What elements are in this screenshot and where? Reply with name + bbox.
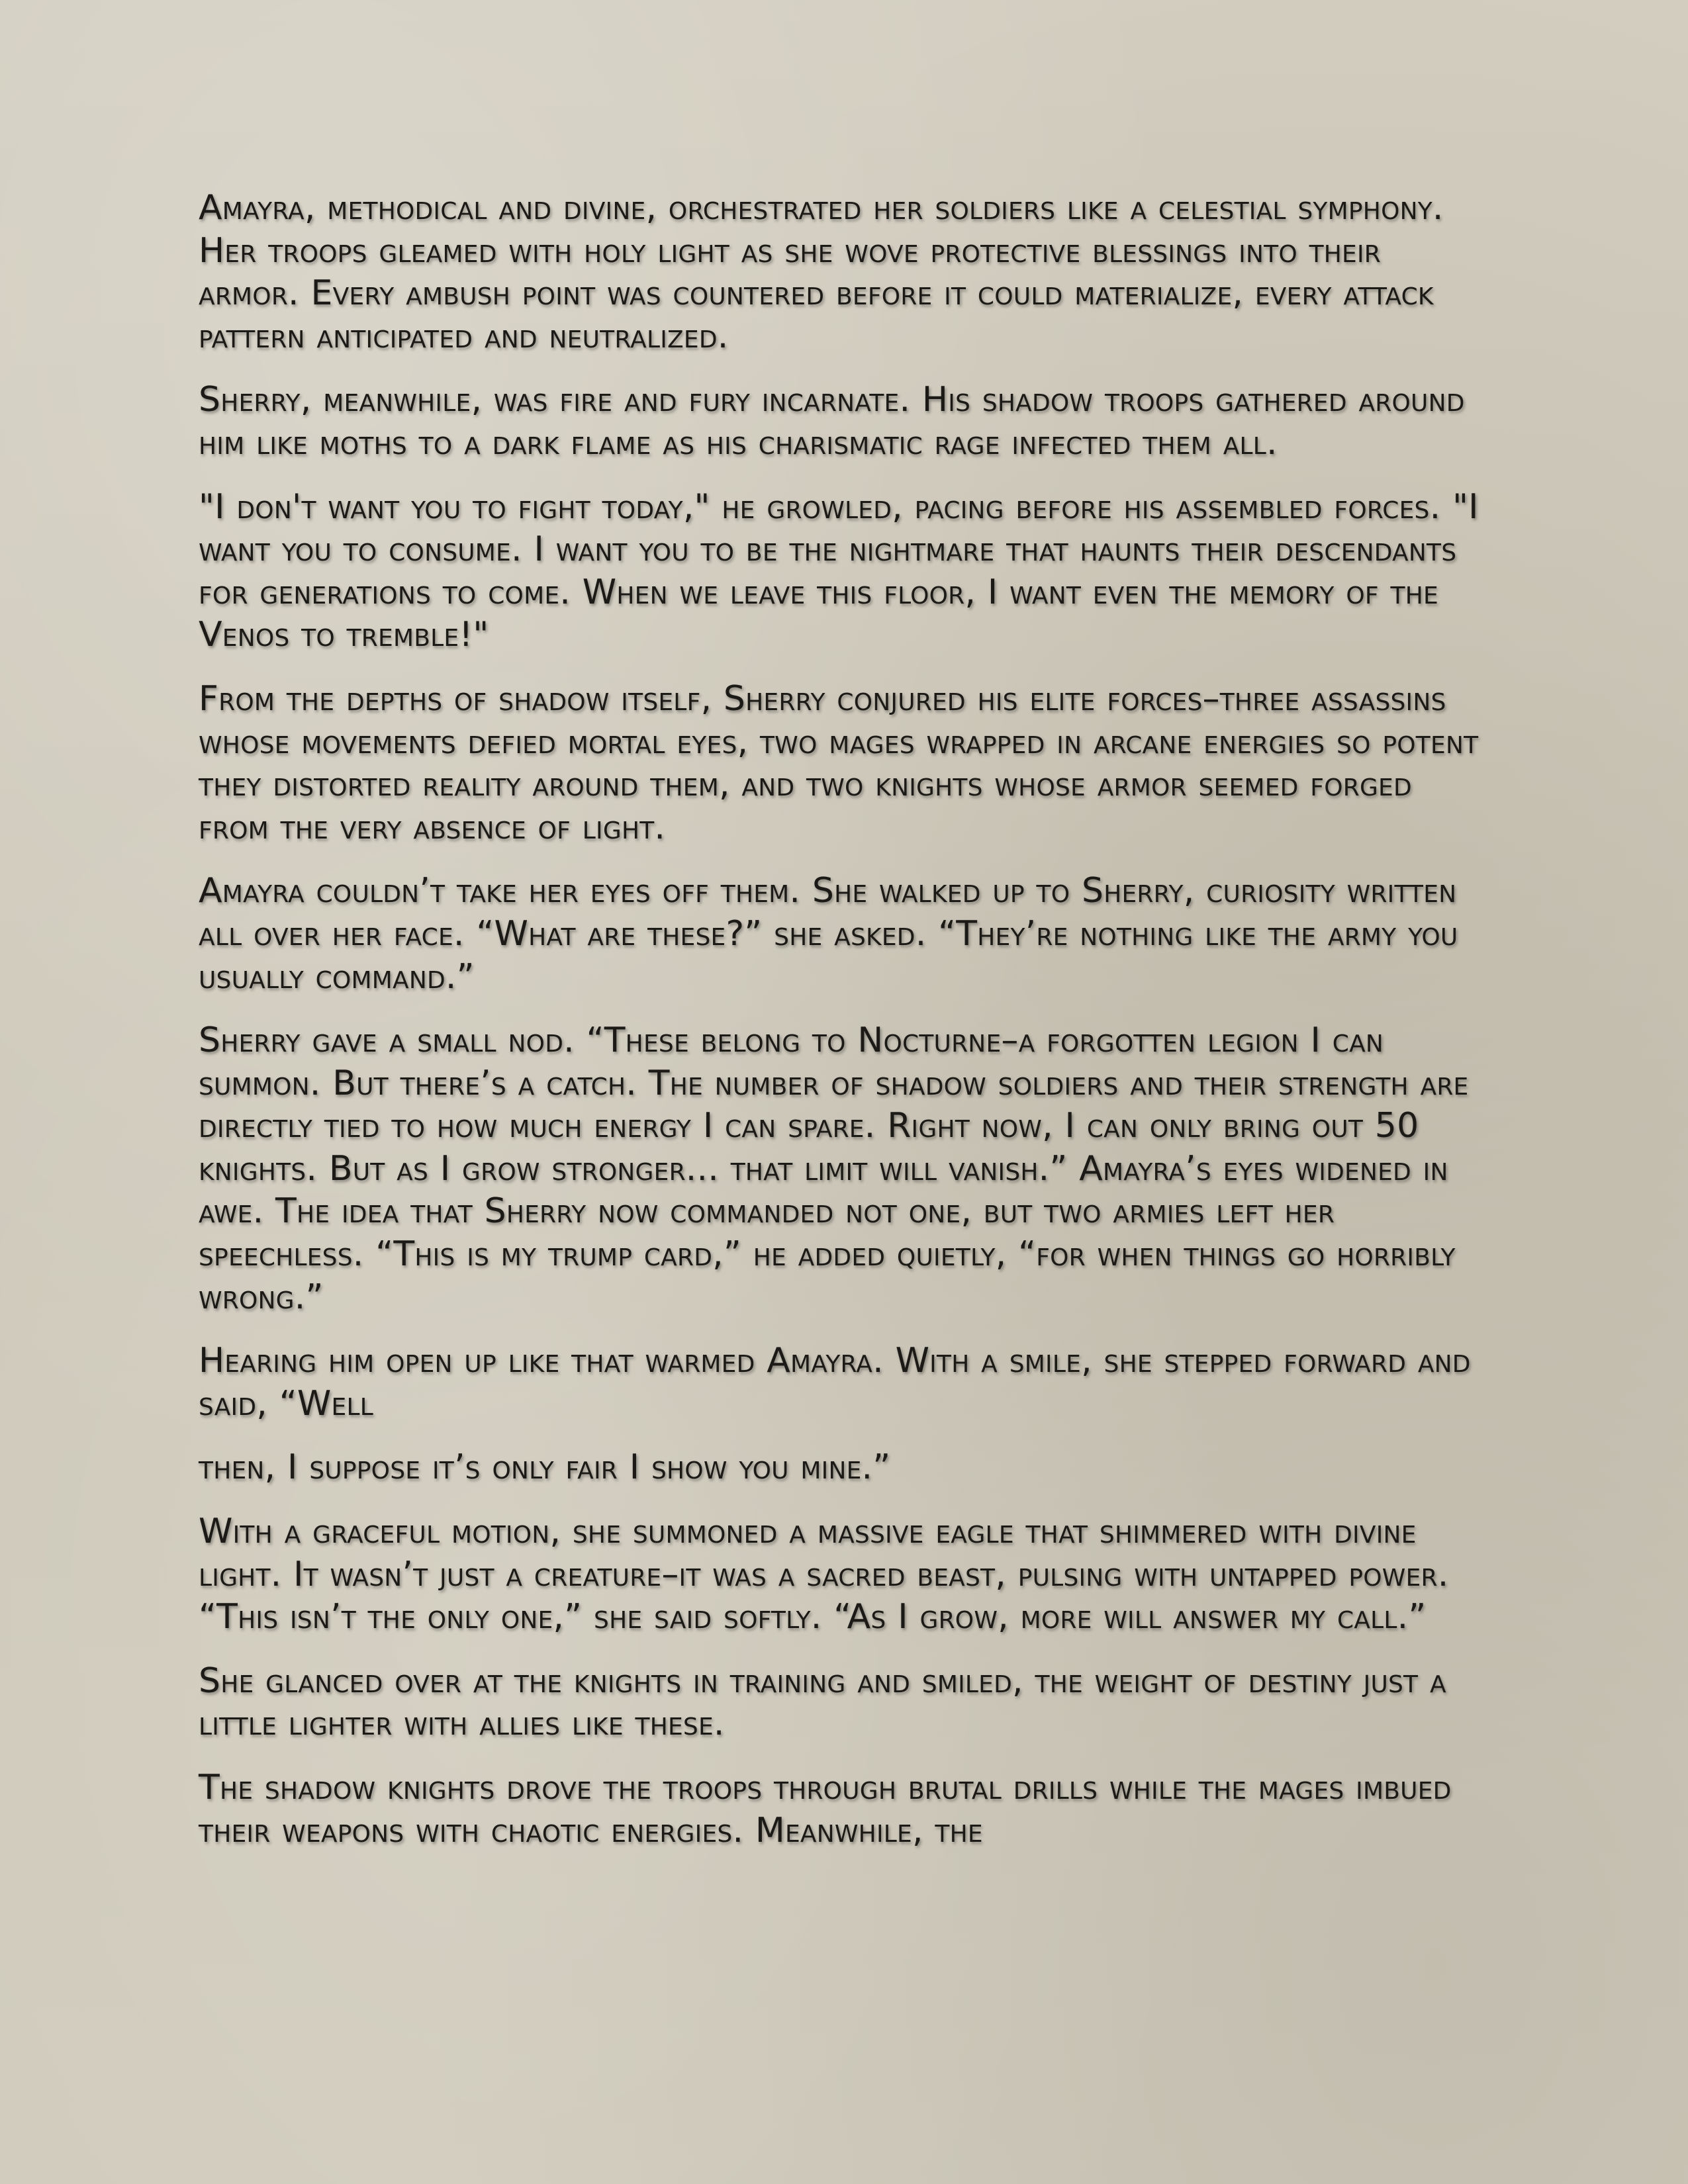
paragraph-sherry-speech: "I don't want you to fight today," he growled, pacing before his assembled forces. "I want you to consume. I want you to be the nightmare that haunts their descendants for generations to come. When we leave this floor, I want even the memory of the Venos to tremble!" xyxy=(199,486,1479,655)
paragraph-elite-forces: From the depths of shadow itself, Sherry conjured his elite forces–three assassins whose movements defied mortal eyes, two mages wrapped in arcane energies so potent they distorted reality around them, and two knights whose armor seemed forged from the very absence of light. xyxy=(199,678,1479,847)
page-body xyxy=(199,187,1483,1873)
paragraph-knights-training: She glanced over at the knights in training and smiled, the weight of destiny just a little lighter with allies like these. xyxy=(199,1661,1446,1744)
paragraph-show-you-mine: then, I suppose it’s only fair I show you mine.” xyxy=(199,1447,891,1488)
paragraph-amayra-curiosity: Amayra couldn’t take her eyes off them. She walked up to Sherry, curiosity written all over her face. “What are these?” she asked. “They’re nothing like the army you usually command.” xyxy=(199,871,1458,997)
paragraph-shadow-drills: The shadow knights drove the troops through brutal drills while the mages imbued their weapons with chaotic energies. Meanwhile, the xyxy=(199,1768,1452,1850)
paragraph-sherry-fury: Sherry, meanwhile, was fire and fury incarnate. His shadow troops gathered around him like moths to a dark flame as his charismatic rage infected them all. xyxy=(199,380,1465,463)
paragraph-nocturne-legion: Sherry gave a small nod. “These belong to Nocturne–a forgotten legion I can summon. But there’s a catch. The number of shadow soldiers and their strength are directly tied to how much energy I can spare. Right now, I can only bring out 50 knights. But as I grow stronger... that limit will vanish.” Amayra’s eyes widened in awe. The idea that Sherry now commanded not one, but two armies left her speechless. “This is my trump card,” he added quietly, “for when things go horribly wrong.” xyxy=(199,1021,1469,1317)
paragraph-amayra-warmed: Hearing him open up like that warmed Amayra. With a smile, she stepped forward and said, “Well xyxy=(199,1341,1471,1424)
paragraph-sacred-eagle: With a graceful motion, she summoned a massive eagle that shimmered with divine light. It wasn’t just a creature–it was a sacred beast, pulsing with untapped power. “This isn’t the only one,” she said softly. “As I grow, more will answer my call.” xyxy=(199,1512,1449,1637)
paragraph-amayra-orchestration: Amayra, methodical and divine, orchestrated her soldiers like a celestial symphony. Her troops gleamed with holy light as she wove protective blessings into their armor. Every ambush point was countered before it could materialize, every attack pattern anticipated and neutralized. xyxy=(199,188,1444,356)
